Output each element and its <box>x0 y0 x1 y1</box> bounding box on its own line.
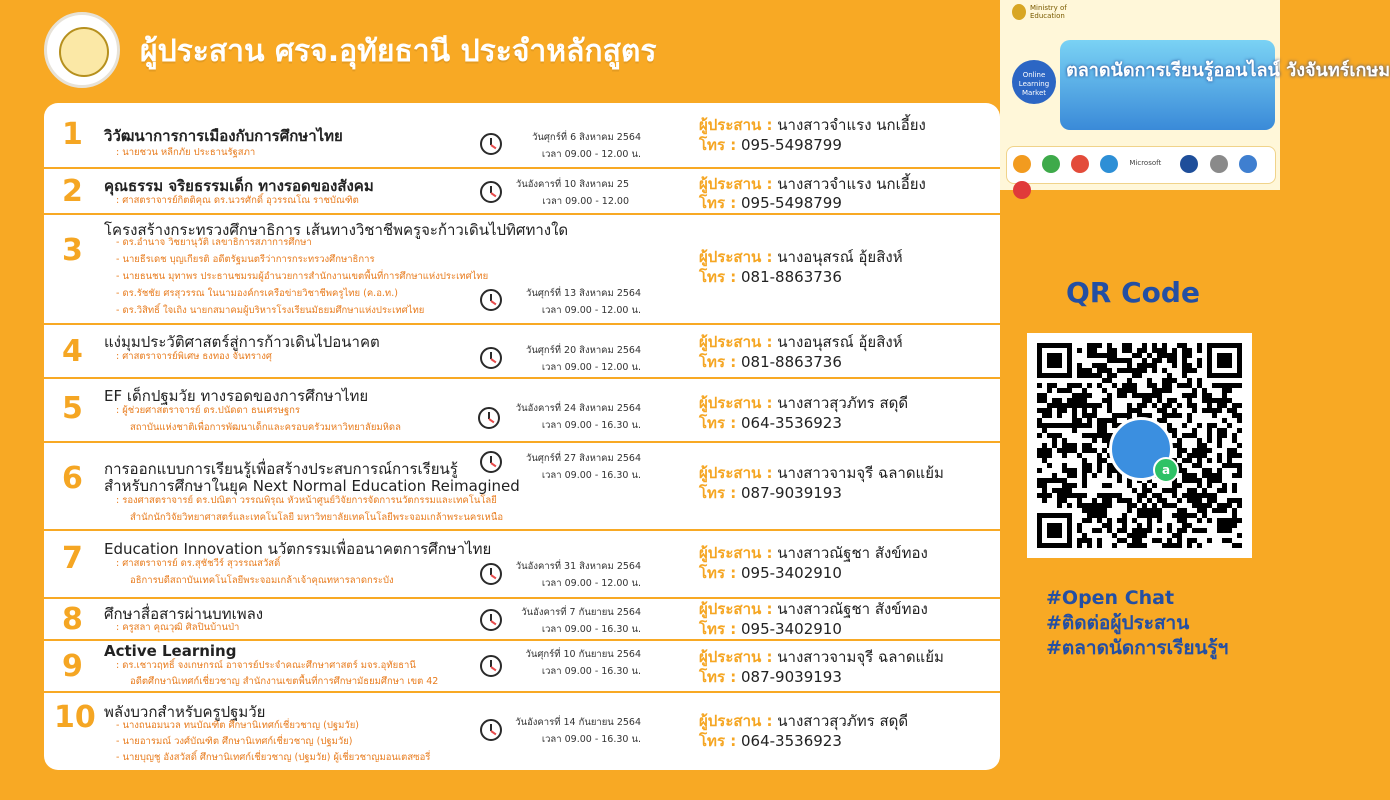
partner-logo-icon <box>1239 155 1257 173</box>
phone-number: 081-8863736 <box>741 268 842 286</box>
phone-number: 081-8863736 <box>741 353 842 371</box>
phone-number: 095-3402910 <box>741 564 842 582</box>
phone-label: โทร : <box>699 732 737 750</box>
course-number: 2 <box>62 174 83 209</box>
partner-logo-icon <box>1180 155 1198 173</box>
course-row-5 <box>44 379 1000 443</box>
emblem-icon <box>59 27 109 77</box>
hashtag: #ตลาดนัดการเรียนรู้ฯ <box>1046 637 1229 659</box>
clock-icon <box>480 347 502 369</box>
clock-icon <box>480 133 502 155</box>
course-time: เวลา 09.00 - 16.30 น. <box>541 470 641 481</box>
course-title: ศึกษาสื่อสารผ่านบทเพลง <box>104 605 264 623</box>
course-speaker: : ศาสตราจารย์ ดร.สุชัชวีร์ สุวรรณสวัสดิ์ <box>116 558 281 569</box>
course-title: พลังบวกสำหรับครูปฐมวัย <box>104 703 266 721</box>
hashtag: #Open Chat <box>1046 587 1175 609</box>
phone-label: โทร : <box>699 353 737 371</box>
microsoft-logo: Microsoft <box>1129 159 1162 167</box>
open-chat-icon: a <box>1153 457 1179 483</box>
coordinator-name: นางสาวณัฐชา สังข์ทอง <box>777 544 928 562</box>
course-title: วิวัฒนาการการเมืองกับการศึกษาไทย <box>104 127 343 145</box>
course-title: แง่มุมประวัติศาสตร์สู่การก้าวเดินไปอนาคต <box>104 333 380 351</box>
clock-icon <box>480 719 502 741</box>
phone-number: 087-9039193 <box>741 484 842 502</box>
course-speaker: - นายธีรเดช บุญเกียรติ อดีตรัฐมนตรีว่าการกระทรวงศึกษาธิการ <box>116 254 375 265</box>
coordinator <box>699 711 908 731</box>
course-speaker: - นายธนชน มุทาพร ประธานชมรมผู้อำนวยการสำนักงานเขตพื้นที่การศึกษาแห่งประเทศไทย <box>116 271 489 282</box>
course-number: 9 <box>62 649 83 684</box>
course-speaker: : ผู้ช่วยศาสตราจารย์ ดร.ปนัดดา ธนเศรษฐกร <box>116 405 301 416</box>
clock-icon <box>480 289 502 311</box>
phone <box>699 667 842 687</box>
hashtag: #ติดต่อผู้ประสาน <box>1046 612 1190 634</box>
phone <box>699 413 842 433</box>
clock-icon <box>480 609 502 631</box>
phone-number: 087-9039193 <box>741 668 842 686</box>
coordinator-label: ผู้ประสาน : <box>699 175 773 193</box>
coordinator-label: ผู้ประสาน : <box>699 464 773 482</box>
course-speaker: สถาบันแห่งชาติเพื่อการพัฒนาเด็กและครอบครัวมหาวิทยาลัยมหิดล <box>130 422 401 433</box>
course-speaker: : ศาสตราจารย์กิตติคุณ ดร.นวรศักดิ์ อุวรรณโณ ราชบัณฑิต <box>116 195 359 206</box>
coordinator-name: นางสาวสุวภัทร สดุดี <box>777 712 909 730</box>
course-speaker: : ศาสตราจารย์พิเศษ ธงทอง จันทรางศุ <box>116 351 272 362</box>
coordinator-label: ผู้ประสาน : <box>699 544 773 562</box>
course-date: วันอังคารที่ 31 สิงหาคม 2564 <box>515 561 641 572</box>
course-number: 10 <box>54 700 96 735</box>
course-time: เวลา 09.00 - 16.30 น. <box>541 420 641 431</box>
coordinator-label: ผู้ประสาน : <box>699 648 773 666</box>
course-date: วันศุกร์ที่ 13 สิงหาคม 2564 <box>526 288 641 299</box>
event-title: ตลาดนัดการเรียนรู้ออนไลน์ วังจันทร์เกษม <box>1066 60 1390 81</box>
coordinator <box>699 174 926 194</box>
phone <box>699 731 842 751</box>
qr-code[interactable] <box>1027 333 1252 558</box>
course-time: เวลา 09.00 - 16.30 น. <box>541 624 641 635</box>
online-learning-badge: Online Learning Market <box>1012 60 1056 104</box>
course-number: 8 <box>62 602 83 637</box>
course-time: เวลา 09.00 - 12.00 <box>542 196 629 207</box>
course-speaker: : นายชวน หลีกภัย ประธานรัฐสภา <box>116 147 256 158</box>
course-row-10 <box>44 693 1000 770</box>
coordinator-name: นางสาวณัฐชา สังข์ทอง <box>777 600 928 618</box>
partner-logos <box>1006 146 1276 184</box>
coordinator-label: ผู้ประสาน : <box>699 600 773 618</box>
coordinator <box>699 647 944 667</box>
partner-logo-icon <box>1071 155 1089 173</box>
clock-icon <box>480 655 502 677</box>
phone-number: 095-5498799 <box>741 136 842 154</box>
course-title: การออกแบบการเรียนรู้เพื่อสร้างประสบการณ์การเรียนรู้ <box>104 460 458 478</box>
coordinator-name: นางสาวจามจุรี ฉลาดแย้ม <box>777 464 944 482</box>
course-title: Active Learning <box>104 642 237 660</box>
course-row-8 <box>44 599 1000 641</box>
phone-label: โทร : <box>699 620 737 638</box>
course-time: เวลา 09.00 - 12.00 น. <box>541 305 641 316</box>
phone-label: โทร : <box>699 564 737 582</box>
course-number: 1 <box>62 117 83 152</box>
hashtags <box>1046 586 1228 661</box>
course-speaker: สำนักนักวิจัยวิทยาศาสตร์และเทคโนโลยี มหาวิทยาลัยเทคโนโลยีพระจอมเกล้าพระนครเหนือ <box>130 512 504 523</box>
course-title-line-2: สำหรับการศึกษาในยุค Next Normal Education Reimagined <box>104 477 520 495</box>
partner-logo-icon <box>1042 155 1060 173</box>
qr-code-title: QR Code <box>1066 276 1200 309</box>
course-row-7 <box>44 531 1000 599</box>
phone <box>699 135 842 155</box>
course-row-4 <box>44 325 1000 379</box>
course-date: วันอังคารที่ 14 กันยายน 2564 <box>515 717 641 728</box>
coordinator-label: ผู้ประสาน : <box>699 248 773 266</box>
course-speaker: - นายอารมณ์ วงศ์บัณฑิต ศึกษานิเทศก์เชี่ยวชาญ (ปฐมวัย) <box>116 736 353 747</box>
phone <box>699 483 842 503</box>
course-number: 4 <box>62 334 83 369</box>
coordinator-name: นางสาวจามจุรี ฉลาดแย้ม <box>777 648 944 666</box>
coordinator <box>699 393 908 413</box>
course-time: เวลา 09.00 - 16.30 น. <box>541 666 641 677</box>
ministry-label: Ministry of Education <box>1030 4 1067 20</box>
course-title: Education Innovation นวัตกรรมเพื่ออนาคตการศึกษาไทย <box>104 540 492 558</box>
course-time: เวลา 09.00 - 12.00 น. <box>541 149 641 160</box>
coordinator <box>699 247 903 267</box>
event-banner <box>1000 0 1390 190</box>
course-title: EF เด็กปฐมวัย ทางรอดของการศึกษาไทย <box>104 387 369 405</box>
course-time: เวลา 09.00 - 16.30 น. <box>541 734 641 745</box>
course-speaker: - นางถนอมนวล ทนบัณฑิต ศึกษานิเทศก์เชี่ยวชาญ (ปฐมวัย) <box>116 720 359 731</box>
partner-logo-icon <box>1013 181 1031 199</box>
partner-logo-icon <box>1013 155 1031 173</box>
course-title: โครงสร้างกระทรวงศึกษาธิการ เส้นทางวิชาชีพครูจะก้าวเดินไปทิศทางใด <box>104 221 569 239</box>
clock-icon <box>480 451 502 473</box>
course-speaker: - ดร.วิสิทธิ์ ใจเถิง นายกสมาคมผู้บริหารโรงเรียนมัธยมศึกษาแห่งประเทศไทย <box>116 305 425 316</box>
market-stall-graphic <box>1060 40 1275 130</box>
course-date: วันอังคารที่ 10 สิงหาคม 25 <box>515 179 629 190</box>
course-number: 3 <box>62 233 83 268</box>
clock-icon <box>480 563 502 585</box>
provincial-seal-logo <box>44 12 120 88</box>
coordinator <box>699 543 928 563</box>
coordinator-label: ผู้ประสาน : <box>699 712 773 730</box>
header <box>0 0 1000 100</box>
phone-number: 095-5498799 <box>741 194 842 212</box>
phone-number: 064-3536923 <box>741 732 842 750</box>
course-date: วันศุกร์ที่ 20 สิงหาคม 2564 <box>526 345 641 356</box>
course-row-2 <box>44 169 1000 215</box>
phone-label: โทร : <box>699 484 737 502</box>
phone <box>699 193 842 213</box>
course-number: 5 <box>62 391 83 426</box>
course-panel <box>44 103 1000 770</box>
coordinator-label: ผู้ประสาน : <box>699 116 773 134</box>
coordinator <box>699 463 944 483</box>
coordinator-name: นางอนุสรณ์ อุ้ยสิงห์ <box>777 248 903 266</box>
course-date: วันศุกร์ที่ 10 กันยายน 2564 <box>525 649 641 660</box>
clock-icon <box>478 407 500 429</box>
course-speaker: อดีตศึกษานิเทศก์เชี่ยวชาญ สำนักงานเขตพื้นที่การศึกษามัธยมศึกษา เขต 42 <box>130 676 439 687</box>
partner-logo-icon <box>1210 155 1228 173</box>
course-speaker: : ครูสลา คุณวุฒิ ศิลปินบ้านป่า <box>116 622 240 633</box>
phone <box>699 619 842 639</box>
coordinator-name: นางสาวจำแรง นกเอี้ยง <box>777 116 926 134</box>
course-speaker: : รองศาสตราจารย์ ดร.ปณิตา วรรณพิรุณ หัวหน้าศูนย์วิจัยการจัดการนวัตกรรมและเทคโนโลยี <box>116 495 497 506</box>
coordinator-name: นางสาวจำแรง นกเอี้ยง <box>777 175 926 193</box>
course-row-3 <box>44 215 1000 325</box>
course-speaker: - ดร.รัชชัย ศรสุวรรณ ในนามองค์กรเครือข่ายวิชาชีพครูไทย (ค.อ.ท.) <box>116 288 398 299</box>
phone-label: โทร : <box>699 268 737 286</box>
course-row-1 <box>44 103 1000 169</box>
course-time: เวลา 09.00 - 12.00 น. <box>541 362 641 373</box>
coordinator-label: ผู้ประสาน : <box>699 333 773 351</box>
phone-label: โทร : <box>699 668 737 686</box>
coordinator-name: นางสาวสุวภัทร สดุดี <box>777 394 909 412</box>
course-number: 7 <box>62 541 83 576</box>
coordinator-label: ผู้ประสาน : <box>699 394 773 412</box>
phone-number: 064-3536923 <box>741 414 842 432</box>
course-date: วันศุกร์ที่ 6 สิงหาคม 2564 <box>532 132 641 143</box>
course-number: 6 <box>62 461 83 496</box>
course-date: วันอังคารที่ 24 สิงหาคม 2564 <box>515 403 641 414</box>
course-speaker: อธิการบดีสถาบันเทคโนโลยีพระจอมเกล้าเจ้าคุณทหารลาดกระบัง <box>130 575 394 586</box>
coordinator <box>699 599 928 619</box>
phone-label: โทร : <box>699 414 737 432</box>
coordinator <box>699 115 926 135</box>
course-speaker: - นายบุญชู อังสวัสดิ์ ศึกษานิเทศก์เชี่ยวชาญ (ปฐมวัย) ผู้เชี่ยวชาญมอนเตสซอรี่ <box>116 752 431 763</box>
phone-number: 095-3402910 <box>741 620 842 638</box>
page-title: ผู้ประสาน ศรจ.อุทัยธานี ประจำหลักสูตร <box>140 34 657 69</box>
course-time: เวลา 09.00 - 12.00 น. <box>541 578 641 589</box>
course-date: วันศุกร์ที่ 27 สิงหาคม 2564 <box>526 453 641 464</box>
phone-label: โทร : <box>699 194 737 212</box>
course-date: วันอังคารที่ 7 กันยายน 2564 <box>521 607 641 618</box>
course-row-6 <box>44 443 1000 531</box>
phone-label: โทร : <box>699 136 737 154</box>
course-row-9 <box>44 641 1000 693</box>
coordinator <box>699 332 903 352</box>
course-speaker: - ดร.อำนาจ วิชยานุวัติ เลขาธิการสภาการศึกษา <box>116 237 312 248</box>
coordinator-name: นางอนุสรณ์ อุ้ยสิงห์ <box>777 333 903 351</box>
phone <box>699 267 842 287</box>
phone <box>699 352 842 372</box>
course-title: คุณธรรม จริยธรรมเด็ก ทางรอดของสังคม <box>104 177 374 195</box>
ministry-emblem-icon <box>1012 4 1026 20</box>
phone <box>699 563 842 583</box>
partner-logo-icon <box>1100 155 1118 173</box>
course-speaker: : ดร.เชาวฤทธิ์ จงเกษกรณ์ อาจารย์ประจำคณะศึกษาศาสตร์ มจร.อุทัยธานี <box>116 660 416 671</box>
